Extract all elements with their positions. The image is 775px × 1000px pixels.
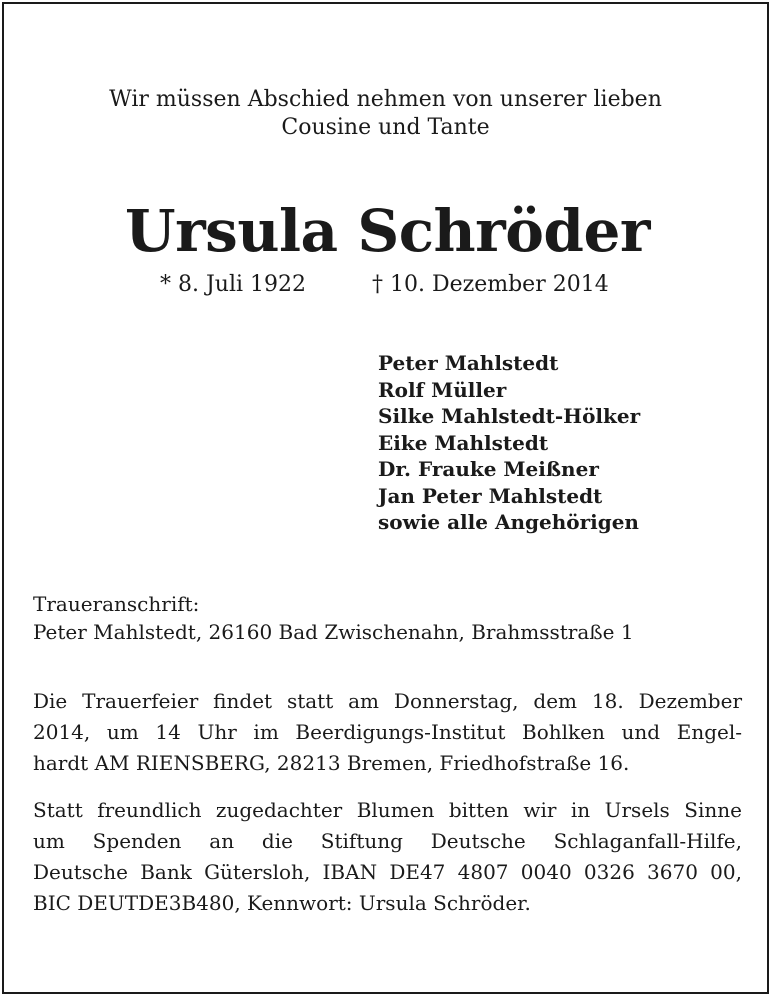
death-date: † 10. Dezember 2014 [372, 272, 609, 297]
address-value: Peter Mahlstedt, 26160 Bad Zwischenahn, Brahmsstraße 1 [33, 620, 634, 644]
family-member: Rolf Müller [378, 377, 507, 402]
donation-line: BIC DEUTDE3B480, Kennwort: Ursula Schröder. [33, 891, 531, 915]
intro-text [0, 86, 771, 142]
donation-line: Deutsche Bank Gütersloh, IBAN DE47 4807 0040 0326 3670 00, [33, 860, 742, 884]
funeral-service-text [33, 686, 742, 779]
mourning-address [33, 590, 634, 646]
donation-text [33, 795, 742, 919]
service-line: 2014, um 14 Uhr im Beerdigungs-Institut Bohlken und Engel- [33, 720, 742, 744]
donation-line: um Spenden an die Stiftung Deutsche Schlaganfall-Hilfe, [33, 829, 742, 853]
address-label: Traueranschrift: [33, 592, 200, 616]
family-member: Jan Peter Mahlstedt [378, 483, 603, 508]
birth-date: * 8. Juli 1922 [160, 272, 307, 297]
family-member: Peter Mahlstedt [378, 351, 559, 375]
family-list [378, 350, 640, 536]
family-member: sowie alle Angehörigen [378, 510, 639, 534]
family-member: Silke Mahlstedt-Hölker [378, 404, 641, 428]
intro-line: Cousine und Tante [281, 115, 490, 140]
deceased-name: Ursula Schröder [125, 197, 650, 265]
service-line: hardt AM RIENSBERG, 28213 Bremen, Friedhofstraße 16. [33, 751, 630, 775]
service-line: Die Trauerfeier findet statt am Donnerstag, dem 18. Dezember [33, 689, 742, 713]
family-member: Dr. Frauke Meißner [378, 457, 599, 481]
donation-line: Statt freundlich zugedachter Blumen bitten wir in Ursels Sinne [33, 798, 742, 822]
family-member: Eike Mahlstedt [378, 430, 549, 455]
intro-line: Wir müssen Abschied nehmen von unserer lieben [109, 87, 662, 112]
